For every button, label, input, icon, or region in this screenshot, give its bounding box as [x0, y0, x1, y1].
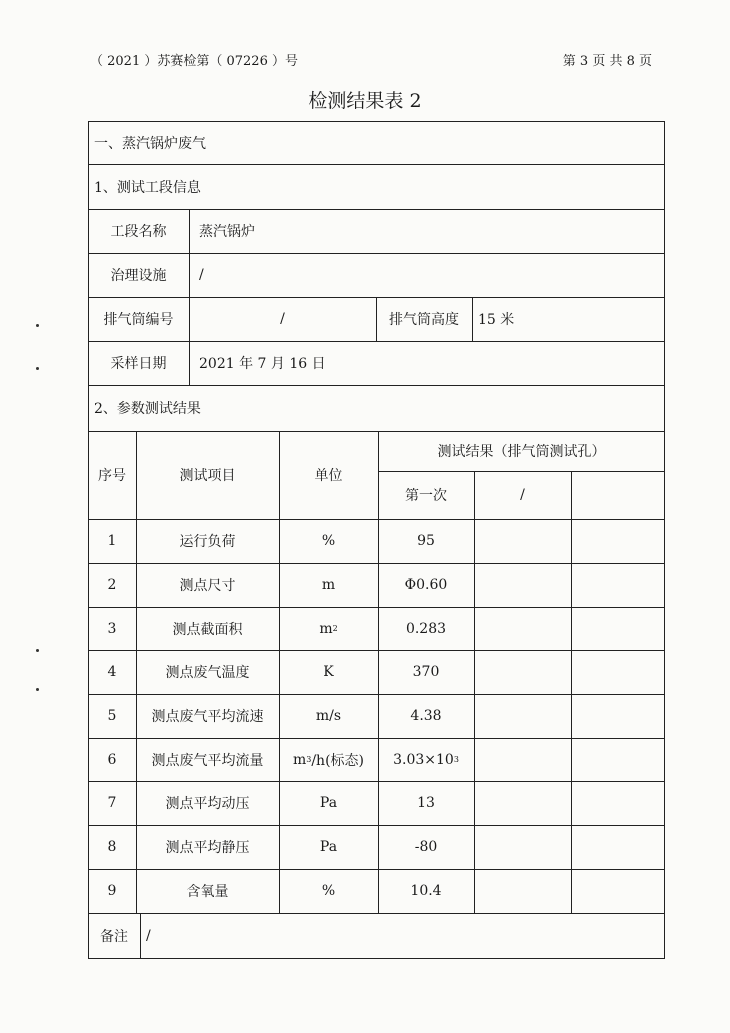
treatment-value: / [199, 267, 204, 283]
sampling-date-label: 采样日期 [110, 356, 167, 372]
table-hline [378, 471, 665, 472]
unit-base: Pa [319, 839, 338, 855]
table-hline [88, 781, 665, 782]
unit-base: m/s [315, 708, 342, 724]
row-number: 5 [107, 708, 117, 724]
row-number: 8 [107, 839, 117, 855]
sub-header-third [571, 471, 665, 519]
table-vline [279, 431, 280, 913]
unit-base: K [323, 664, 334, 680]
row-number: 9 [107, 883, 117, 899]
row-unit [279, 869, 378, 913]
row-unit [279, 694, 378, 738]
scan-speck [36, 367, 39, 370]
row-unit [279, 563, 378, 607]
value-base: 13 [417, 795, 435, 811]
row-value-first [378, 781, 474, 825]
row-item: 运行负荷 [179, 534, 236, 550]
value-base: 3.03×10 [393, 752, 454, 768]
table-hline [88, 385, 665, 386]
row-item: 测点废气平均流速 [151, 709, 264, 725]
row-unit [279, 825, 378, 869]
unit-suffix: /h(标态) [311, 753, 365, 769]
table-hline [88, 341, 665, 342]
stack-number-value: / [280, 311, 285, 327]
table-hline [88, 694, 665, 695]
row-value-first [378, 869, 474, 913]
row-number: 7 [107, 795, 117, 811]
table-vline [378, 431, 379, 913]
table-hline [88, 253, 665, 254]
section-name-label: 工段名称 [110, 224, 167, 240]
unit-base: Pa [319, 795, 338, 811]
sub-header-second: / [520, 487, 525, 503]
table-hline [88, 431, 665, 432]
table-vline [472, 297, 473, 341]
page-title: 检测结果表 2 [308, 90, 422, 112]
report-number: （ 2021 ）苏赛检第（ 07226 ）号 [90, 54, 298, 69]
row-number: 1 [107, 533, 117, 549]
remarks-label: 备注 [100, 929, 128, 945]
page-info: 第 3 页 共 8 页 [562, 54, 652, 69]
unit-base: % [321, 883, 336, 899]
table-vline [474, 471, 475, 913]
info-heading: 1、测试工段信息 [94, 179, 201, 196]
table-hline [88, 209, 665, 210]
unit-base: m [321, 577, 336, 593]
stack-height-label: 排气筒高度 [389, 312, 459, 328]
table-vline [136, 431, 137, 913]
stack-number-label: 排气筒编号 [103, 312, 174, 328]
row-item: 测点截面积 [172, 622, 243, 638]
col-header-no: 序号 [98, 468, 126, 484]
section-title: 一、蒸汽锅炉废气 [94, 135, 206, 152]
row-value-first: 3.03×10 3 [393, 752, 459, 768]
stack-height-value: 15 米 [478, 312, 515, 328]
row-item: 测点平均静压 [165, 840, 250, 856]
row-number: 3 [107, 621, 117, 637]
unit-base: % [321, 533, 336, 549]
sub-header-first: 第一次 [405, 488, 447, 504]
table-hline [88, 825, 665, 826]
table-vline [571, 471, 572, 913]
value-base: 0.283 [405, 621, 447, 637]
row-value-first [378, 563, 474, 607]
value-base: Φ0.60 [404, 577, 448, 593]
row-unit [279, 781, 378, 825]
col-header-result: 测试结果（排气筒测试孔） [437, 444, 606, 460]
row-value-first [378, 607, 474, 651]
row-number: 4 [107, 664, 117, 680]
value-base: 10.4 [410, 883, 442, 899]
row-item: 测点废气温度 [165, 665, 250, 681]
table-hline [88, 607, 665, 608]
treatment-label: 治理设施 [110, 268, 167, 284]
table-hline [88, 164, 665, 165]
row-item: 含氧量 [186, 884, 229, 900]
row-number: 2 [107, 577, 117, 593]
remarks-value: / [146, 928, 151, 944]
row-value-first [378, 519, 474, 563]
table-vline [376, 297, 377, 341]
value-base: 4.38 [410, 708, 442, 724]
table-vline [189, 209, 190, 385]
table-hline [88, 519, 665, 520]
table-hline [88, 563, 665, 564]
value-base: 370 [412, 664, 440, 680]
row-value-first [378, 650, 474, 694]
row-item: 测点废气平均流量 [151, 753, 264, 769]
results-heading: 2、参数测试结果 [94, 401, 201, 417]
table-hline [88, 650, 665, 651]
value-base: -80 [414, 839, 438, 855]
row-unit: m 2 [319, 621, 338, 637]
scan-speck [36, 688, 39, 691]
row-unit [279, 519, 378, 563]
section-name-value: 蒸汽锅炉 [199, 224, 255, 240]
table-hline [88, 738, 665, 739]
col-header-unit: 单位 [314, 468, 343, 484]
value-base: 95 [417, 533, 435, 549]
row-item: 测点平均动压 [165, 796, 250, 812]
row-unit [279, 650, 378, 694]
row-value-first [378, 694, 474, 738]
row-item: 测点尺寸 [179, 578, 236, 594]
unit-base: m [319, 621, 333, 637]
table-vline [140, 913, 141, 959]
scan-speck [36, 324, 39, 327]
row-unit: m 3 /h(标态) [292, 752, 365, 769]
table-hline [88, 913, 665, 914]
sampling-date-value: 2021 年 7 月 16 日 [199, 356, 326, 372]
col-header-item: 测试项目 [179, 468, 236, 484]
unit-base: m [292, 752, 307, 768]
table-hline [88, 869, 665, 870]
row-number: 6 [107, 752, 117, 768]
row-value-first [378, 825, 474, 869]
scan-speck [36, 649, 39, 652]
